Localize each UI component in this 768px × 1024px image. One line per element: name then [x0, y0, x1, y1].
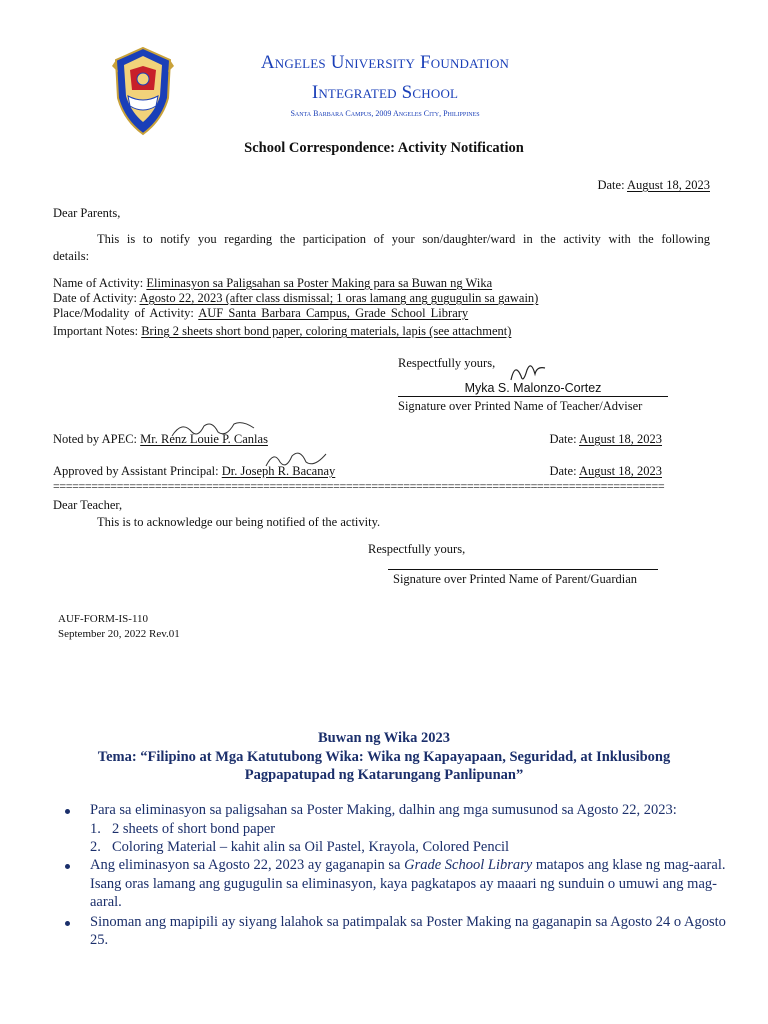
intro-line-2: details: — [53, 249, 90, 263]
item-1-text: 2 sheets of short bond paper — [112, 821, 276, 837]
detail-name-of-activity — [53, 276, 492, 291]
document-title: School Correspondence: Activity Notification — [244, 140, 524, 156]
intro-line-1: This is to notify you regarding the participation of your son/daughter/ward in the activity with the following — [97, 232, 710, 246]
detail-label: Place/Modality of Activity: — [53, 306, 194, 320]
noted-label: Noted by APEC: — [53, 432, 138, 446]
noted-date — [549, 432, 662, 447]
teacher-signature-line — [398, 396, 668, 397]
noted-date-value: August 18, 2023 — [579, 432, 662, 446]
item-2-text: Coloring Material – kahit alin sa Oil Pastel, Krayola, Colored Pencil — [112, 839, 510, 855]
ack-salutation: Dear Teacher, — [53, 498, 123, 512]
ack-body: This is to acknowledge our being notified of the activity. — [97, 515, 381, 529]
date-value: August 18, 2023 — [627, 178, 710, 192]
noted-name: Mr. Renz Louie P. Canlas — [140, 432, 268, 446]
separator-line: ================================================================================================ — [53, 482, 665, 491]
approved-date-value: August 18, 2023 — [579, 464, 662, 478]
item-1-number: 1. — [90, 821, 101, 837]
bullet-2-text-a: Ang eliminasyon sa Agosto 22, 2023 ay gaganapin sa — [90, 857, 405, 873]
bullet-2-emphasis: Grade School Library — [404, 857, 533, 873]
bullet-3-line-1: Sinoman ang mapipili ay siyang lalahok sa patimpalak sa Poster Making na gaganapin sa Agosto 24 o Agosto — [90, 914, 726, 930]
approved-date — [549, 464, 662, 479]
bullet-2-line-1 — [90, 857, 725, 874]
detail-place-of-activity — [53, 306, 468, 321]
school-name: Integrated School — [311, 82, 459, 103]
detail-date-of-activity — [53, 291, 538, 306]
apec-signature — [168, 418, 258, 444]
principal-signature — [262, 446, 332, 474]
detail-label: Important Notes: — [53, 324, 139, 338]
approved-date-label: Date: — [549, 464, 577, 478]
university-name: Angeles University Foundation — [260, 52, 510, 73]
ack-closing: Respectfully yours, — [368, 542, 466, 556]
detail-value: Agosto 22, 2023 (after class dismissal; 1 oras lamang ang gugugulin sa gawain) — [139, 291, 539, 305]
noted-date-label: Date: — [549, 432, 577, 446]
teacher-name: Myka S. Malonzo-Cortez — [464, 381, 602, 395]
detail-label: Date of Activity: — [53, 291, 138, 305]
bullet-3-line-2: 25. — [90, 932, 109, 948]
parent-signature-caption: Signature over Printed Name of Parent/Guardian — [393, 572, 638, 586]
detail-important-notes — [53, 324, 511, 339]
date-label: Date: — [597, 178, 625, 192]
bullet-2-line-2: Isang oras lamang ang gugugulin sa eliminasyon, kaya pagkatapos ay maaari ng sunduin o umuwi ang mag- — [90, 876, 717, 892]
detail-value: Eliminasyon sa Paligsahan sa Poster Making para sa Buwan ng Wika — [146, 276, 493, 290]
form-code: AUF-FORM-IS-110 — [58, 613, 149, 625]
attachment-title: Buwan ng Wika 2023 — [317, 730, 451, 746]
bullet-2-text-b: matapos ang klase ng mag-aaral. — [532, 857, 726, 873]
parent-signature-line — [388, 569, 658, 570]
approved-label: Approved by Assistant Principal: — [53, 464, 219, 478]
approved-name: Dr. Joseph R. Bacanay — [221, 464, 336, 478]
attachment-theme-line-1: Tema: “Filipino at Mga Katutubong Wika: Wika ng Kapayapaan, Seguridad, at Inklusibong — [97, 749, 671, 765]
item-2-number: 2. — [90, 839, 101, 855]
bullet-icon — [65, 809, 70, 814]
campus-address: Santa Barbara Campus, 2009 Angeles City, Philippines — [290, 109, 480, 118]
bullet-2-line-3: aaral. — [90, 894, 122, 910]
form-revision: September 20, 2022 Rev.01 — [58, 628, 180, 640]
salutation: Dear Parents, — [53, 206, 121, 220]
bullet-icon — [65, 864, 70, 869]
closing-teacher: Respectfully yours, — [398, 356, 496, 370]
attachment-theme-line-2: Pagpapatupad ng Katarungang Panlipunan” — [244, 767, 524, 783]
detail-label: Name of Activity: — [53, 276, 144, 290]
teacher-signature-caption: Signature over Printed Name of Teacher/Adviser — [398, 399, 643, 413]
school-seal-logo — [110, 46, 176, 136]
bullet-1-text: Para sa eliminasyon sa paligsahan sa Poster Making, dalhin ang mga sumusunod sa Agosto 22, 2023: — [90, 802, 677, 818]
date-line — [597, 178, 710, 193]
detail-value: AUF Santa Barbara Campus, Grade School Library — [198, 306, 469, 320]
detail-value: Bring 2 sheets short bond paper, coloring materials, lapis (see attachment) — [141, 324, 512, 338]
bullet-icon — [65, 921, 70, 926]
